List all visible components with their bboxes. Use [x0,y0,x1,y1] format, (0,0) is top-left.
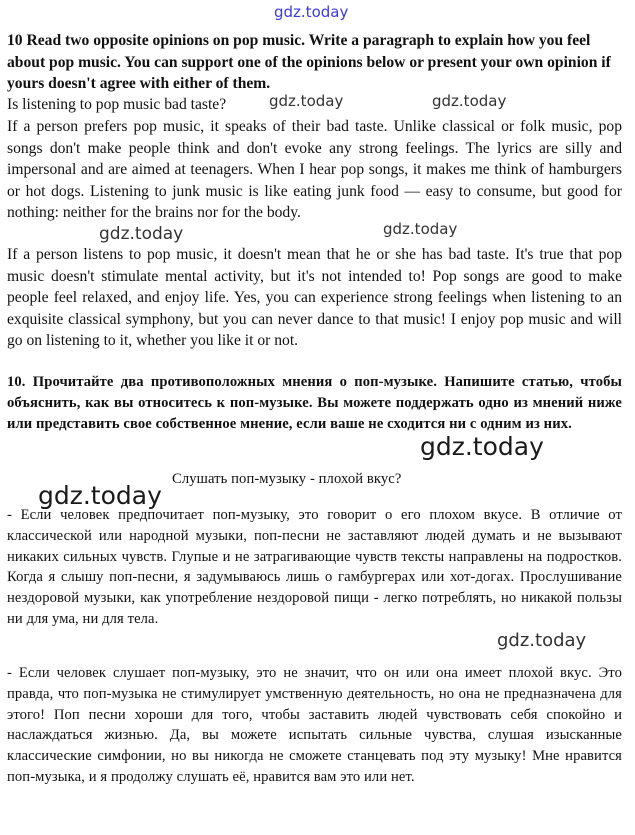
watermark-5: gdz.today [420,432,544,461]
watermark-3: gdz.today [383,220,458,238]
ru-task-heading: 10. Прочитайте два противоположных мнения о поп-музыке. Напишите статью, чтобы объяснить, как вы относитесь к поп-музыке. Вы можете поддержать одно из мнений ниже или представить свое собственное мнение, если ваше не сходится ни с одним из них. [7,374,622,432]
watermark-4: gdz.today [99,224,184,244]
watermark-6: gdz.today [38,481,162,510]
en-opinion-1: If a person prefers pop music, it speaks of their bad taste. Unlike classical or folk music, pop songs don't make people think and don't evoke any strong feelings. The lyrics are silly and impersonal and are aimed at teenagers. When I hear pop songs, it makes me think of hamburgers or hot dogs. Listening to junk music is like eating junk food — easy to consume, but good for nothing: neither for the brains nor for the body. [7,118,622,222]
watermark-2: gdz.today [432,92,507,110]
en-question: Is listening to pop music bad taste? [7,96,227,113]
ru-opinion-2: - Если человек слушает поп-музыку, это не значит, что он или она имеет плохой вкус. Это правда, что поп-музыка не стимулирует умственную деятельность, но она не предназначена для этого! Поп песни хороши для того, чтобы заставить людей чувствовать себя спокойно и наслаждаться жизнью. Да, вы можете испытать сильные чувства, слушая изысканные классические симфонии, но вы никогда не сможете станцевать под эту музыку! Мне нравится поп-музыка, и я продолжу слушать её, нравится вам это или нет. [7,665,622,785]
en-opinion-2: If a person listens to pop music, it doesn't mean that he or she has bad taste. It's true that pop music doesn't stimulate mental activity, but it's not intended to! Pop songs are good to make people feel relaxed, and enjoy life. Yes, you can experience strong feelings when listening to an exquisite classical symphony, but you can never dance to that music! I enjoy pop music and will go on listening to it, whether you like it or not. [7,246,622,350]
ru-opinion-1: - Если человек предпочитает поп-музыку, это говорит о его плохом вкусе. В отличие от классической или народной музыки, поп-песни не заставляют людей думать и не вызывают никаких сильных чувств. Глупые и не затрагивающие чувств тексты направлены на подростков. Когда я слышу поп-песни, я задумываюсь лишь о гамбургерах или хот-догах. Прослушивание нездоровой музыки, как употребление нездоровой пищи - легко потреблять, но никакой пользы ни для ума, ни для тела. [7,507,622,627]
watermark-top: gdz.today [274,3,349,21]
en-task-heading: 10 Read two opposite opinions on pop music. Write a paragraph to explain how you feel about pop music. You can support one of the opinions below or present your own opinion if yours doesn't agree with either of them. [7,32,611,93]
watermark-1: gdz.today [269,92,344,110]
watermark-7: gdz.today [497,630,587,651]
ru-question: Слушать поп-музыку - плохой вкус? [172,471,402,487]
